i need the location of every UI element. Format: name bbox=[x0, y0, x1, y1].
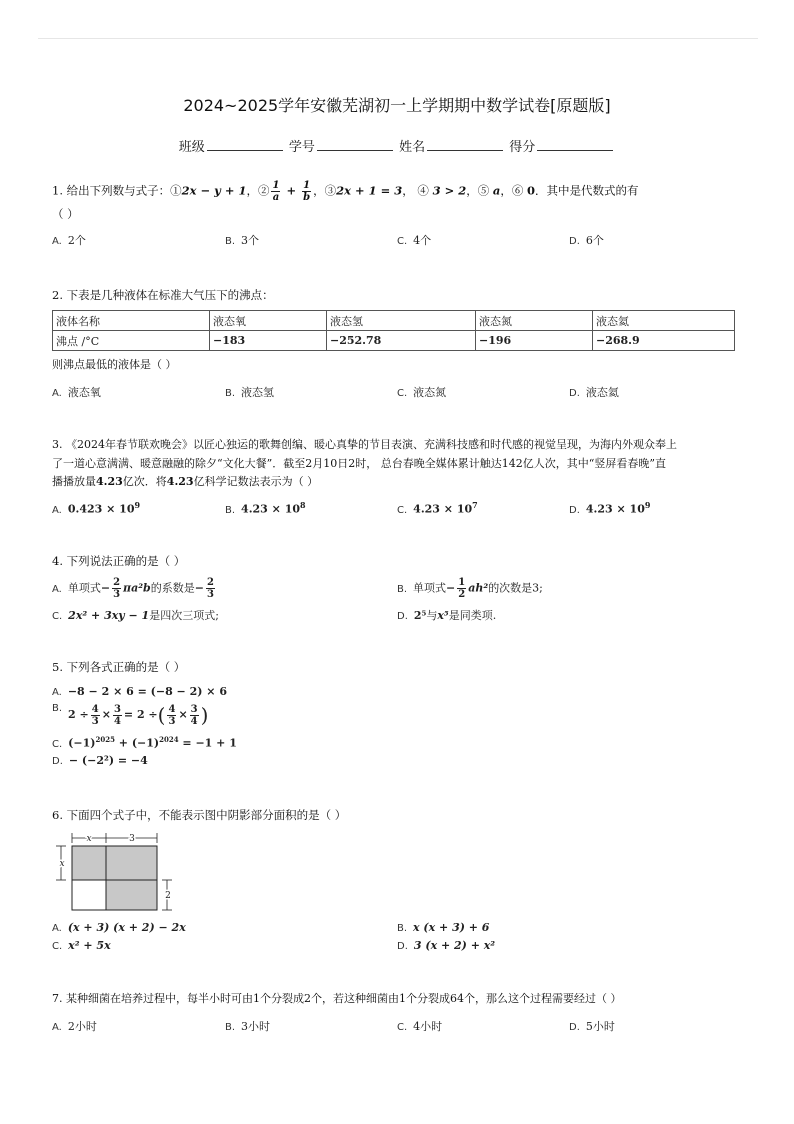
question-2-follow: 则沸点最低的液体是（ ） bbox=[52, 358, 177, 371]
q7-option-b[interactable]: B. 3小时 bbox=[225, 1020, 271, 1033]
score-label: 得分 bbox=[509, 140, 536, 155]
q5-option-a[interactable]: A. −8 − 2 × 6 = (−8 − 2) × 6 bbox=[52, 685, 227, 698]
shaded-rect-bottom-right bbox=[106, 880, 157, 910]
table-cell: −196 bbox=[476, 331, 593, 351]
unshaded-rect bbox=[72, 880, 106, 910]
class-field[interactable] bbox=[207, 138, 283, 151]
q1-option-c[interactable]: C. 4个 bbox=[397, 234, 432, 247]
question-6-stem: 6. 下面四个式子中，不能表示图中阴影部分面积的是（ ） bbox=[52, 808, 347, 822]
table-cell: −183 bbox=[210, 331, 327, 351]
q4-option-a[interactable]: A. 单项式− $\frac{2}{3}$ πa²b的系数是− $\frac{2}{3}$ bbox=[52, 577, 214, 600]
id-field[interactable] bbox=[317, 138, 393, 151]
q1-option-b[interactable]: B. 3个 bbox=[225, 234, 260, 247]
q2-option-b[interactable]: B. 液态氢 bbox=[225, 386, 275, 399]
question-3-line-3: 播播放量4.23亿次．将4.23亿科学记数法表示为（ ） bbox=[52, 475, 319, 488]
class-label: 班级 bbox=[178, 140, 205, 155]
q5-option-c[interactable]: C. $(-1)^{2025} + (-1)^{2024} = -1 + 1$ bbox=[52, 735, 237, 750]
q2-option-c[interactable]: C. 液态氮 bbox=[397, 386, 447, 399]
q5-option-d[interactable]: D. − (−2²) = −4 bbox=[52, 754, 148, 767]
q4-option-d[interactable]: D. 2⁵与x⁵是同类项. bbox=[397, 609, 497, 622]
q3-option-c[interactable]: C. $4.23 \times 10^7$ bbox=[397, 500, 478, 516]
question-3-line-2: 了一道心意满满、暖意融融的除夕“文化大餐”．截至2月10日2时， 总台春晚全媒体累计触达142亿人次，其中“竖屏看春晚”直 bbox=[52, 457, 666, 470]
q5-option-b[interactable]: B. 2 ÷ $\frac{4}{3}$ × $\frac{3}{4}$ = 2 ÷( $\frac{4}{3}$ × $\frac{3}{4}$ ) bbox=[52, 703, 209, 727]
q6-option-c[interactable]: C. x² + 5x bbox=[52, 939, 111, 952]
q6-option-d[interactable]: D. 3 (x + 2) + x² bbox=[397, 939, 496, 952]
shaded-rect-top-right bbox=[106, 846, 157, 880]
table-cell: 沸点 /°C bbox=[53, 331, 210, 351]
question-4-stem: 4. 下列说法正确的是（ ） bbox=[52, 554, 186, 568]
q3-option-a[interactable]: A. $0.423 \times 10^9$ bbox=[52, 500, 141, 516]
q1-option-d[interactable]: D. 6个 bbox=[569, 234, 604, 247]
q3-option-d[interactable]: D. $4.23 \times 10^9$ bbox=[569, 500, 651, 516]
dim-label-left-x: x bbox=[59, 859, 65, 869]
question-5-stem: 5. 下列各式正确的是（ ） bbox=[52, 660, 186, 674]
table-cell: 液态氮 bbox=[476, 311, 593, 331]
table-cell: −268.9 bbox=[593, 331, 735, 351]
dim-label-top-3: 3 bbox=[129, 834, 135, 844]
student-info-line bbox=[0, 136, 794, 155]
q6-option-b[interactable]: B. x (x + 3) + 6 bbox=[397, 921, 490, 934]
q4-option-b[interactable]: B. 单项式− $\frac{1}{2}$ ah²的次数是3; bbox=[397, 577, 543, 600]
name-label: 姓名 bbox=[399, 140, 426, 155]
q7-option-a[interactable]: A. 2小时 bbox=[52, 1020, 97, 1033]
q2-option-a[interactable]: A. 液态氧 bbox=[52, 386, 101, 399]
question-7-stem: 7. 某种细菌在培养过程中，每半小时可由1个分裂成2个，若这种细菌由1个分裂成64个，那么这个过程需要经过（ ） bbox=[52, 992, 622, 1005]
dim-label-right-2: 2 bbox=[165, 891, 171, 901]
table-header-row bbox=[53, 311, 735, 331]
table-cell: 液态氧 bbox=[210, 311, 327, 331]
q2-option-d[interactable]: D. 液态氦 bbox=[569, 386, 619, 399]
table-cell: 液态氢 bbox=[327, 311, 476, 331]
id-label: 学号 bbox=[288, 140, 315, 155]
question-3-line-1: 3. 《2024年春节联欢晚会》以匠心独运的歌舞创编、暖心真挚的节目表演、充满科技感和时代感的视觉呈现，为海内外观众奉上 bbox=[52, 438, 677, 451]
q7-option-c[interactable]: C. 4小时 bbox=[397, 1020, 443, 1033]
q4-option-c[interactable]: C. 2x² + 3xy − 1是四次三项式; bbox=[52, 609, 219, 622]
shaded-area-figure bbox=[52, 828, 182, 916]
question-1-paren: （ ） bbox=[52, 207, 79, 221]
name-field[interactable] bbox=[427, 138, 503, 151]
table-cell: 液体名称 bbox=[53, 311, 210, 331]
score-field[interactable] bbox=[537, 138, 613, 151]
question-1-stem: 1. 给出下列数与式子：①2x − y + 1，② $\frac{1}{a}$ + $\frac{1}{b}$ ，③2x + 1 = 3， ④ 3 > 2，⑤ a，⑥ 0．其中是代数式的有 bbox=[52, 180, 639, 203]
table-cell: −252.78 bbox=[327, 331, 476, 351]
question-2-stem: 2. 下表是几种液体在标准大气压下的沸点： bbox=[52, 288, 274, 302]
q7-option-d[interactable]: D. 5小时 bbox=[569, 1020, 615, 1033]
top-rule bbox=[38, 38, 758, 39]
table-cell: 液态氦 bbox=[593, 311, 735, 331]
page-title: 2024~2025学年安徽芜湖初一上学期期中数学试卷[原题版] bbox=[183, 96, 611, 115]
q1-option-a[interactable]: A. 2个 bbox=[52, 234, 86, 247]
dim-label-top-x: x bbox=[86, 834, 92, 844]
shaded-square bbox=[72, 846, 106, 880]
table-row bbox=[53, 331, 735, 351]
boiling-point-table bbox=[52, 310, 735, 351]
q6-option-a[interactable]: A. (x + 3) (x + 2) − 2x bbox=[52, 921, 186, 934]
q3-option-b[interactable]: B. $4.23 \times 10^8$ bbox=[225, 500, 306, 516]
